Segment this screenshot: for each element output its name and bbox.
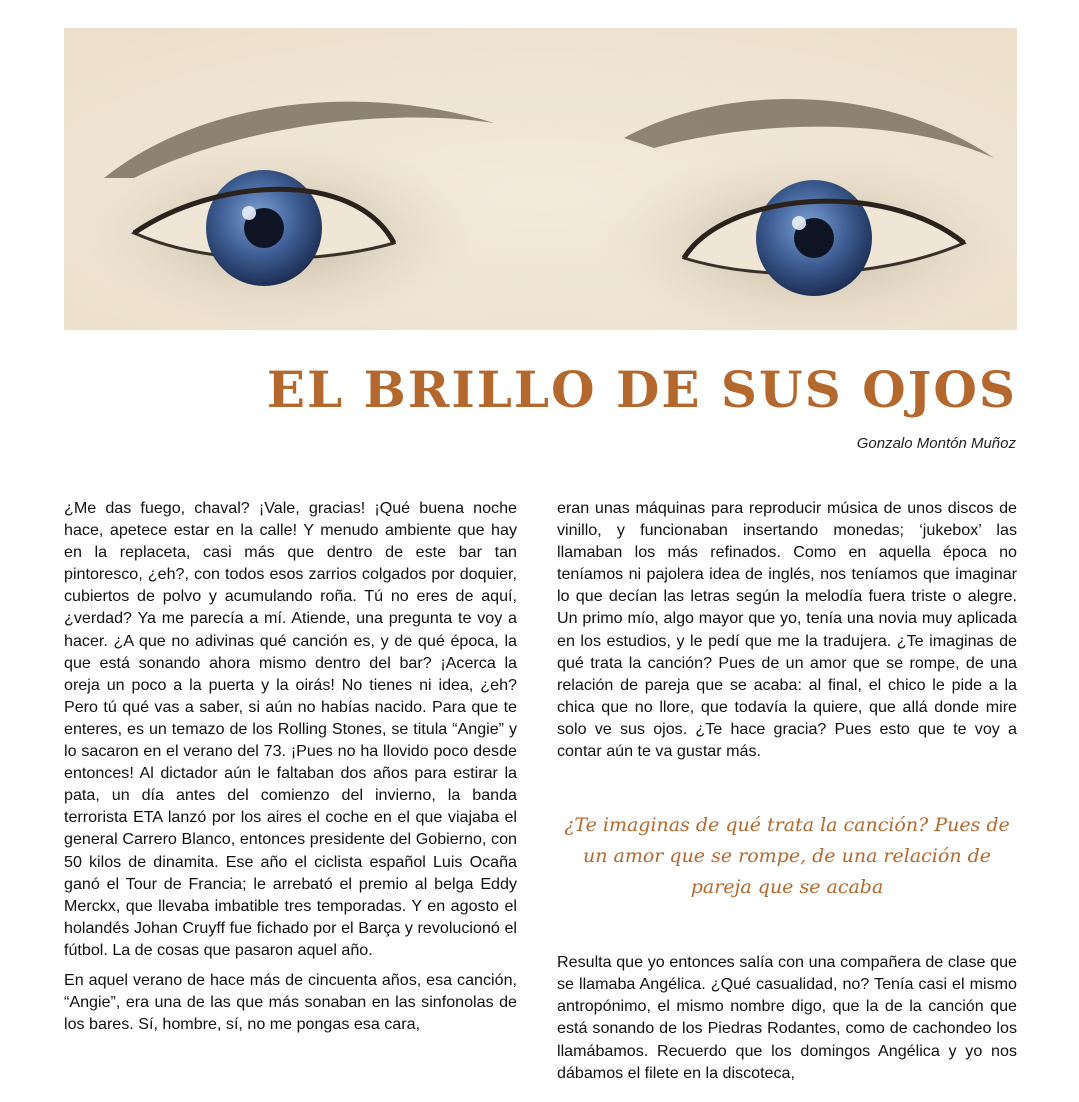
- article-author: Gonzalo Montón Muñoz: [856, 435, 1016, 452]
- paragraph: En aquel verano de hace más de cincuenta años, esa canción, “Angie”, era una de las que más sonaban en las sinfonolas de los bares. Sí, hombre, sí, no me pongas esa cara,: [64, 970, 517, 1034]
- left-column: [64, 497, 517, 1035]
- paragraph: Resulta que yo entonces salía con una compañera de clase que se llamaba Angélica. ¿Qué casualidad, no? Tenía casi el mismo antropónimo, el mismo nombre digo, que la de la canción que está sonando de los Piedras Rodantes, como de cachondeo los llamábamos. Recuerdo que los domingos Angélica y yo nos dábamos el filete en la discoteca,: [557, 953, 1017, 1082]
- paragraph: eran unas máquinas para reproducir música de unos discos de vinillo, y funcionaban insertando monedas; ‘jukebox’ las llamaban los más refinados. Como en aquella época no teníamos ni pajolera idea de inglés, nos teníamos que imaginar lo que decían las letras según la melodía fuera triste o alegre. Un primo mío, algo mayor que yo, tenía una novia muy aplicada en los estudios, y le pedí que me la tradujera. ¿Te imaginas de qué trata la canción? Pues de un amor que se rompe, de una relación de pareja que se acaba: al final, el chico le pide a la chica que no llore, que todavía la quiere, que allá donde mire solo ve sus ojos. ¿Te hace gracia? Pues esto que te voy a contar aún te va gustar más.: [557, 499, 1017, 761]
- pull-quote: ¿Te imaginas de qué trata la canción? Pues de un amor que se rompe, de una relación de pareja que se acaba: [564, 814, 1010, 899]
- right-column: [557, 497, 1017, 1084]
- hero-image: [64, 28, 1017, 330]
- paragraph: ¿Me das fuego, chaval? ¡Vale, gracias! ¡Qué buena noche hace, apetece estar en la calle! Y menudo ambiente que hay en la replaceta, casi más que dentro de este bar tan pintoresco, ¿eh?, con todos esos zarrios colgados por doquier, cubiertos de polvo y acumulando roña. Tú no eres de aquí, ¿verdad? Ya me parecía a mí. Atiende, una pregunta te voy a hacer. ¿A que no adivinas qué canción es, y de qué época, la que está sonando ahora mismo dentro del bar? ¡Acerca la oreja un poco a la puerta y la oirás! No tienes ni idea, ¿eh? Pero tú qué vas a saber, si aún no habías nacido. Para que te enteres, es un temazo de los Rolling Stones, se titula “Angie” y lo sacaron en el verano del 73. ¡Pues no ha llovido poco desde entonces! Al dictador aún le faltaban dos años para estirar la pata, un día antes del comienzo del invierno, la banda terrorista ETA lanzó por los aires el coche en el que viajaba el general Carrero Blanco, entonces presidente del Gobierno, con 50 kilos de dinamita. Ese año el ciclista español Luis Ocaña ganó el Tour de Francia; le arrebató el premio al belga Eddy Merckx, que llevaba imbatible tres temporadas. Y en agosto el holandés Johan Cruyff fue fichado por el Barça y revolucionó el fútbol. La de cosas que pasaron aquel año.: [64, 499, 517, 959]
- article-title: EL BRILLO DE SUS OJOS: [266, 360, 1017, 419]
- eyes-photo-icon: [64, 28, 1017, 330]
